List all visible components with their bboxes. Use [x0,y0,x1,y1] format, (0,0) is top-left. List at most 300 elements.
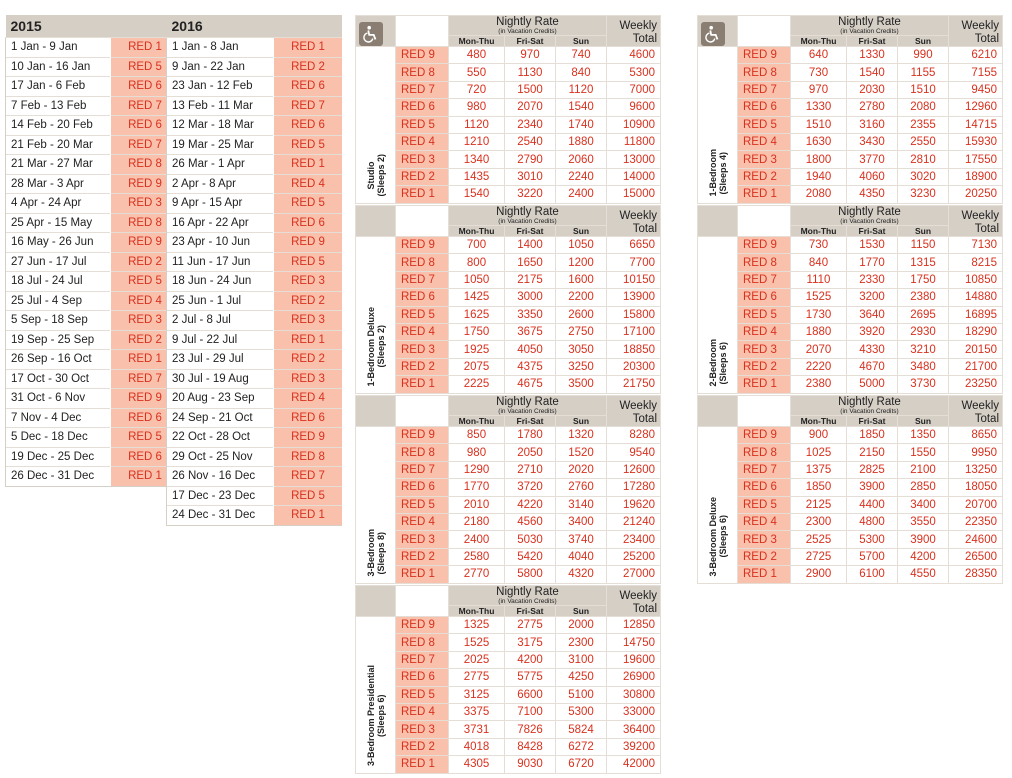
calendar-row [6,233,180,253]
rate-weekly: 7000 [607,81,661,98]
rate-sun: 1880 [556,133,607,150]
rate-row [698,133,1003,150]
rate-fri-sat: 4060 [847,168,898,185]
wheelchair-icon [701,22,725,46]
date-range: 31 Oct - 6 Nov [6,389,111,409]
season-label: RED 5 [396,496,449,513]
calendar-year: 2015 [6,15,180,38]
icon-cell [698,396,738,427]
season-label: RED 2 [396,548,449,565]
weekly-label: Weekly [961,20,999,32]
col-fri-sat: Fri-Sat [505,416,556,427]
rate-sun: 3500 [556,376,607,393]
season-label: RED 6 [274,116,343,136]
unit-type-label [356,617,396,774]
rate-row [698,237,1003,254]
rate-row [356,376,661,393]
season-label: RED 3 [738,531,791,548]
date-range: 13 Feb - 11 Mar [167,96,274,116]
date-range: 10 Jan - 16 Jan [6,57,111,77]
date-range: 2 Jul - 8 Jul [167,311,274,331]
rate-row [698,186,1003,203]
rate-table [355,15,661,204]
date-range: 19 Sep - 25 Sep [6,330,111,350]
rate-sun: 3230 [898,186,949,203]
rate-sun: 2080 [898,99,949,116]
col-fri-sat: Fri-Sat [505,36,556,47]
date-range: 27 Jun - 17 Jul [6,252,111,272]
date-range: 17 Dec - 23 Dec [167,486,274,506]
date-range: 7 Nov - 4 Dec [6,408,111,428]
rate-row [698,47,1003,64]
rate-sun: 1320 [556,427,607,444]
rate-mon-thu: 2775 [449,669,505,686]
col-sun: Sun [556,416,607,427]
calendar-row [167,330,343,350]
date-range: 7 Feb - 13 Feb [6,96,111,116]
calendar-row [167,57,343,77]
date-range: 22 Oct - 28 Oct [167,428,274,448]
col-fri-sat: Fri-Sat [847,36,898,47]
unit-name: 3-Bedroom [365,529,376,577]
season-label: RED 1 [396,756,449,773]
rate-row [698,168,1003,185]
rate-sun: 5100 [556,686,607,703]
season-label: RED 7 [738,461,791,478]
season-label: RED 6 [111,447,180,467]
date-range: 9 Jul - 22 Jul [167,330,274,350]
rate-fri-sat: 5700 [847,548,898,565]
season-label: RED 5 [738,116,791,133]
calendar-row [167,96,343,116]
col-sun: Sun [898,226,949,237]
rate-weekly: 33000 [607,703,661,720]
nightly-rate-subtitle: (in Vacation Credits) [840,28,899,35]
nightly-rate-subtitle: (in Vacation Credits) [498,598,557,605]
calendar-row [6,428,180,448]
rate-sun: 2060 [556,151,607,168]
rate-fri-sat: 2780 [847,99,898,116]
date-range: 5 Sep - 18 Sep [6,311,111,331]
rate-mon-thu: 2010 [449,496,505,513]
season-label: RED 1 [274,506,343,526]
rate-mon-thu: 840 [791,254,847,271]
rate-mon-thu: 1525 [449,634,505,651]
rate-header-row [698,396,1003,416]
rate-weekly: 14000 [607,168,661,185]
col-mon-thu: Mon-Thu [449,606,505,617]
unit-type-label [356,47,396,204]
calendar-row [167,77,343,97]
rate-row [698,548,1003,565]
rate-fri-sat: 2330 [847,271,898,288]
rate-fri-sat: 4050 [505,341,556,358]
rate-weekly: 6210 [949,47,1003,64]
rate-sun: 3020 [898,168,949,185]
calendar-row [167,408,343,428]
date-range: 1 Jan - 9 Jan [6,38,111,58]
rate-fri-sat: 3220 [505,186,556,203]
rate-row [356,669,661,686]
rate-sun: 3050 [556,341,607,358]
unit-sleeps: (Sleeps 6) [375,694,386,738]
weekly-label: Weekly [619,210,657,222]
rate-mon-thu: 980 [449,444,505,461]
rate-mon-thu: 550 [449,64,505,81]
season-label: RED 7 [396,81,449,98]
rate-sun: 2240 [556,168,607,185]
rate-fri-sat: 1770 [847,254,898,271]
season-label: RED 1 [396,186,449,203]
calendar-row [6,291,180,311]
season-label: RED 1 [111,467,180,487]
rate-fri-sat: 2775 [505,617,556,634]
rate-sun: 3140 [556,496,607,513]
header-spacer [738,16,791,47]
calendar-row [6,96,180,116]
rate-sun: 6272 [556,738,607,755]
rate-weekly: 19620 [607,496,661,513]
header-spacer [396,16,449,47]
rate-mon-thu: 3125 [449,686,505,703]
season-label: RED 4 [396,323,449,340]
season-label: RED 7 [738,271,791,288]
rate-sun: 1550 [898,444,949,461]
rate-sun: 1050 [556,237,607,254]
rate-weekly: 42000 [607,756,661,773]
rate-weekly: 21240 [607,513,661,530]
unit-name: Studio [365,161,376,190]
date-range: 24 Dec - 31 Dec [167,506,274,526]
rate-row [356,513,661,530]
rate-sun: 2930 [898,323,949,340]
rate-fri-sat: 3900 [847,479,898,496]
rate-weekly: 14750 [607,634,661,651]
rate-fri-sat: 3175 [505,634,556,651]
rate-header-row [356,206,661,226]
calendar-row [167,311,343,331]
header-spacer [738,206,791,237]
col-mon-thu: Mon-Thu [449,226,505,237]
rate-mon-thu: 850 [449,427,505,444]
rate-fri-sat: 2340 [505,116,556,133]
season-label: RED 6 [396,289,449,306]
date-range: 1 Jan - 8 Jan [167,38,274,58]
calendar-year: 2016 [167,15,343,38]
season-label: RED 4 [738,323,791,340]
weekly-label: Weekly [961,400,999,412]
rate-row [356,323,661,340]
rate-mon-thu: 1880 [791,323,847,340]
rate-row [698,461,1003,478]
rate-sun: 1520 [556,444,607,461]
season-label: RED 4 [274,389,343,409]
rate-fri-sat: 2710 [505,461,556,478]
date-range: 26 Mar - 1 Apr [167,155,274,175]
rate-weekly: 20250 [949,186,1003,203]
rate-weekly: 15930 [949,133,1003,150]
rate-sun: 2100 [898,461,949,478]
rate-mon-thu: 2220 [791,358,847,375]
col-sun: Sun [556,36,607,47]
unit-name: 1-Bedroom [707,149,718,197]
rate-sun: 840 [556,64,607,81]
rate-weekly: 25200 [607,548,661,565]
rate-row [698,496,1003,513]
season-label: RED 6 [396,479,449,496]
rate-sun: 4040 [556,548,607,565]
date-range: 25 Jul - 4 Sep [6,291,111,311]
col-fri-sat: Fri-Sat [505,226,556,237]
season-label: RED 4 [738,133,791,150]
rate-mon-thu: 1525 [791,289,847,306]
rate-weekly: 24600 [949,531,1003,548]
date-range: 20 Aug - 23 Sep [167,389,274,409]
rate-header-row [698,206,1003,226]
calendar-row [167,369,343,389]
rate-mon-thu: 2180 [449,513,505,530]
rate-row [356,444,661,461]
rate-weekly: 36400 [607,721,661,738]
rate-row [356,47,661,64]
rate-sun: 6720 [556,756,607,773]
season-label: RED 3 [396,151,449,168]
rate-sun: 3250 [556,358,607,375]
rate-mon-thu: 4305 [449,756,505,773]
season-label: RED 6 [274,213,343,233]
icon-cell [356,16,396,47]
weekly-total-header [607,586,661,617]
rate-row [698,376,1003,393]
rate-mon-thu: 1850 [791,479,847,496]
rate-table [355,585,661,774]
season-label: RED 7 [274,96,343,116]
date-range: 26 Nov - 16 Dec [167,467,274,487]
rate-fri-sat: 4200 [505,651,556,668]
rate-fri-sat: 3920 [847,323,898,340]
unit-type-label [698,47,738,204]
season-label: RED 4 [396,513,449,530]
season-label: RED 2 [396,358,449,375]
calendar-row [6,311,180,331]
rate-mon-thu: 730 [791,237,847,254]
rate-fri-sat: 2825 [847,461,898,478]
rate-sun: 2810 [898,151,949,168]
season-label: RED 1 [111,38,180,58]
rate-row [356,116,661,133]
season-label: RED 5 [274,194,343,214]
season-label: RED 7 [396,271,449,288]
rate-row [356,271,661,288]
rate-sun: 5824 [556,721,607,738]
nightly-rate-title: Nightly Rate [838,16,901,28]
rate-weekly: 13250 [949,461,1003,478]
rate-fri-sat: 1330 [847,47,898,64]
calendar-row [6,174,180,194]
rate-weekly: 4600 [607,47,661,64]
calendar-row [6,194,180,214]
season-label: RED 7 [738,81,791,98]
rate-fri-sat: 5775 [505,669,556,686]
rate-row [356,427,661,444]
rate-sun: 5300 [556,703,607,720]
date-range: 26 Dec - 31 Dec [6,467,111,487]
rate-sun: 990 [898,47,949,64]
rate-mon-thu: 2580 [449,548,505,565]
weekly-label: Weekly [619,20,657,32]
season-label: RED 6 [396,669,449,686]
rate-weekly: 17100 [607,323,661,340]
rate-header-row [356,16,661,36]
rate-mon-thu: 2900 [791,566,847,583]
nightly-rate-subtitle: (in Vacation Credits) [498,218,557,225]
rate-weekly: 23400 [607,531,661,548]
rate-row [356,548,661,565]
rate-mon-thu: 970 [791,81,847,98]
season-label: RED 3 [274,272,343,292]
rate-mon-thu: 700 [449,237,505,254]
rate-weekly: 9540 [607,444,661,461]
rate-mon-thu: 2525 [791,531,847,548]
season-label: RED 3 [111,311,180,331]
season-label: RED 2 [738,548,791,565]
rate-sun: 4320 [556,566,607,583]
weekly-total-header [949,16,1003,47]
season-label: RED 2 [274,291,343,311]
date-range: 11 Jun - 17 Jun [167,252,274,272]
calendar-row [6,467,180,487]
nightly-rate-header [449,206,607,226]
calendar-row [167,213,343,233]
rate-weekly: 20150 [949,341,1003,358]
icon-cell [356,206,396,237]
season-label: RED 2 [111,330,180,350]
nightly-rate-title: Nightly Rate [496,396,559,408]
rate-fri-sat: 4375 [505,358,556,375]
total-label: Total [632,223,657,235]
rate-mon-thu: 1330 [791,99,847,116]
unit-type-label [698,427,738,584]
date-range: 21 Feb - 20 Mar [6,135,111,155]
rate-fri-sat: 1130 [505,64,556,81]
unit-sleeps: (Sleeps 8) [375,531,386,575]
calendar-row [6,408,180,428]
rate-row [698,358,1003,375]
nightly-rate-header [449,16,607,36]
rate-fri-sat: 1650 [505,254,556,271]
date-range: 16 May - 26 Jun [6,233,111,253]
total-label: Total [974,413,999,425]
header-spacer [738,396,791,427]
nightly-rate-header [791,396,949,416]
rate-sun: 3480 [898,358,949,375]
season-label: RED 9 [274,233,343,253]
season-label: RED 1 [396,566,449,583]
rate-fri-sat: 4670 [847,358,898,375]
calendar-row [167,116,343,136]
rate-sun: 4250 [556,669,607,686]
unit-name: 1-Bedroom Deluxe [365,306,376,387]
rate-weekly: 21750 [607,376,661,393]
rate-sun: 1740 [556,116,607,133]
season-label: RED 8 [396,444,449,461]
rate-fri-sat: 3350 [505,306,556,323]
rate-mon-thu: 730 [791,64,847,81]
date-range: 2 Apr - 8 Apr [167,174,274,194]
rate-row [356,566,661,583]
season-label: RED 3 [396,531,449,548]
season-label: RED 9 [396,427,449,444]
nightly-rate-title: Nightly Rate [496,586,559,598]
season-label: RED 2 [738,358,791,375]
date-range: 12 Mar - 18 Mar [167,116,274,136]
date-range: 5 Dec - 18 Dec [6,428,111,448]
rate-sun: 1120 [556,81,607,98]
total-label: Total [974,223,999,235]
unit-type-text [708,149,728,197]
rate-header-row [698,16,1003,36]
season-label: RED 8 [738,64,791,81]
season-label: RED 5 [396,686,449,703]
rate-weekly: 13000 [607,151,661,168]
col-fri-sat: Fri-Sat [847,226,898,237]
rate-fri-sat: 1850 [847,427,898,444]
rate-fri-sat: 970 [505,47,556,64]
rate-row [356,254,661,271]
rate-row [698,531,1003,548]
season-label: RED 7 [111,96,180,116]
rate-row [356,341,661,358]
season-label: RED 1 [396,376,449,393]
rate-table [355,395,661,584]
rate-row [356,531,661,548]
rate-fri-sat: 4560 [505,513,556,530]
calendar-row [6,135,180,155]
season-label: RED 9 [111,389,180,409]
rate-weekly: 15800 [607,306,661,323]
season-label: RED 4 [274,174,343,194]
unit-type-text [366,154,386,197]
wheelchair-icon [359,22,383,46]
rate-row [356,133,661,150]
calendar-row [167,38,343,58]
nightly-rate-header [449,586,607,606]
rate-fri-sat: 6600 [505,686,556,703]
calendar-row [6,116,180,136]
rate-sun: 3730 [898,376,949,393]
calendar-row [6,57,180,77]
rate-row [356,64,661,81]
rate-weekly: 8650 [949,427,1003,444]
nightly-rate-header [791,206,949,226]
rate-fri-sat: 2050 [505,444,556,461]
calendar-row [167,389,343,409]
rate-fri-sat: 2790 [505,151,556,168]
season-label: RED 1 [738,376,791,393]
date-range: 24 Sep - 21 Oct [167,408,274,428]
rate-row [356,306,661,323]
rate-weekly: 16895 [949,306,1003,323]
date-range: 16 Apr - 22 Apr [167,213,274,233]
unit-name: 3-Bedroom Presidential [365,665,376,767]
rate-weekly: 23250 [949,376,1003,393]
col-mon-thu: Mon-Thu [791,416,847,427]
season-label: RED 1 [274,38,343,58]
rate-mon-thu: 1290 [449,461,505,478]
col-fri-sat: Fri-Sat [847,416,898,427]
season-label: RED 2 [274,57,343,77]
rate-weekly: 20700 [949,496,1003,513]
